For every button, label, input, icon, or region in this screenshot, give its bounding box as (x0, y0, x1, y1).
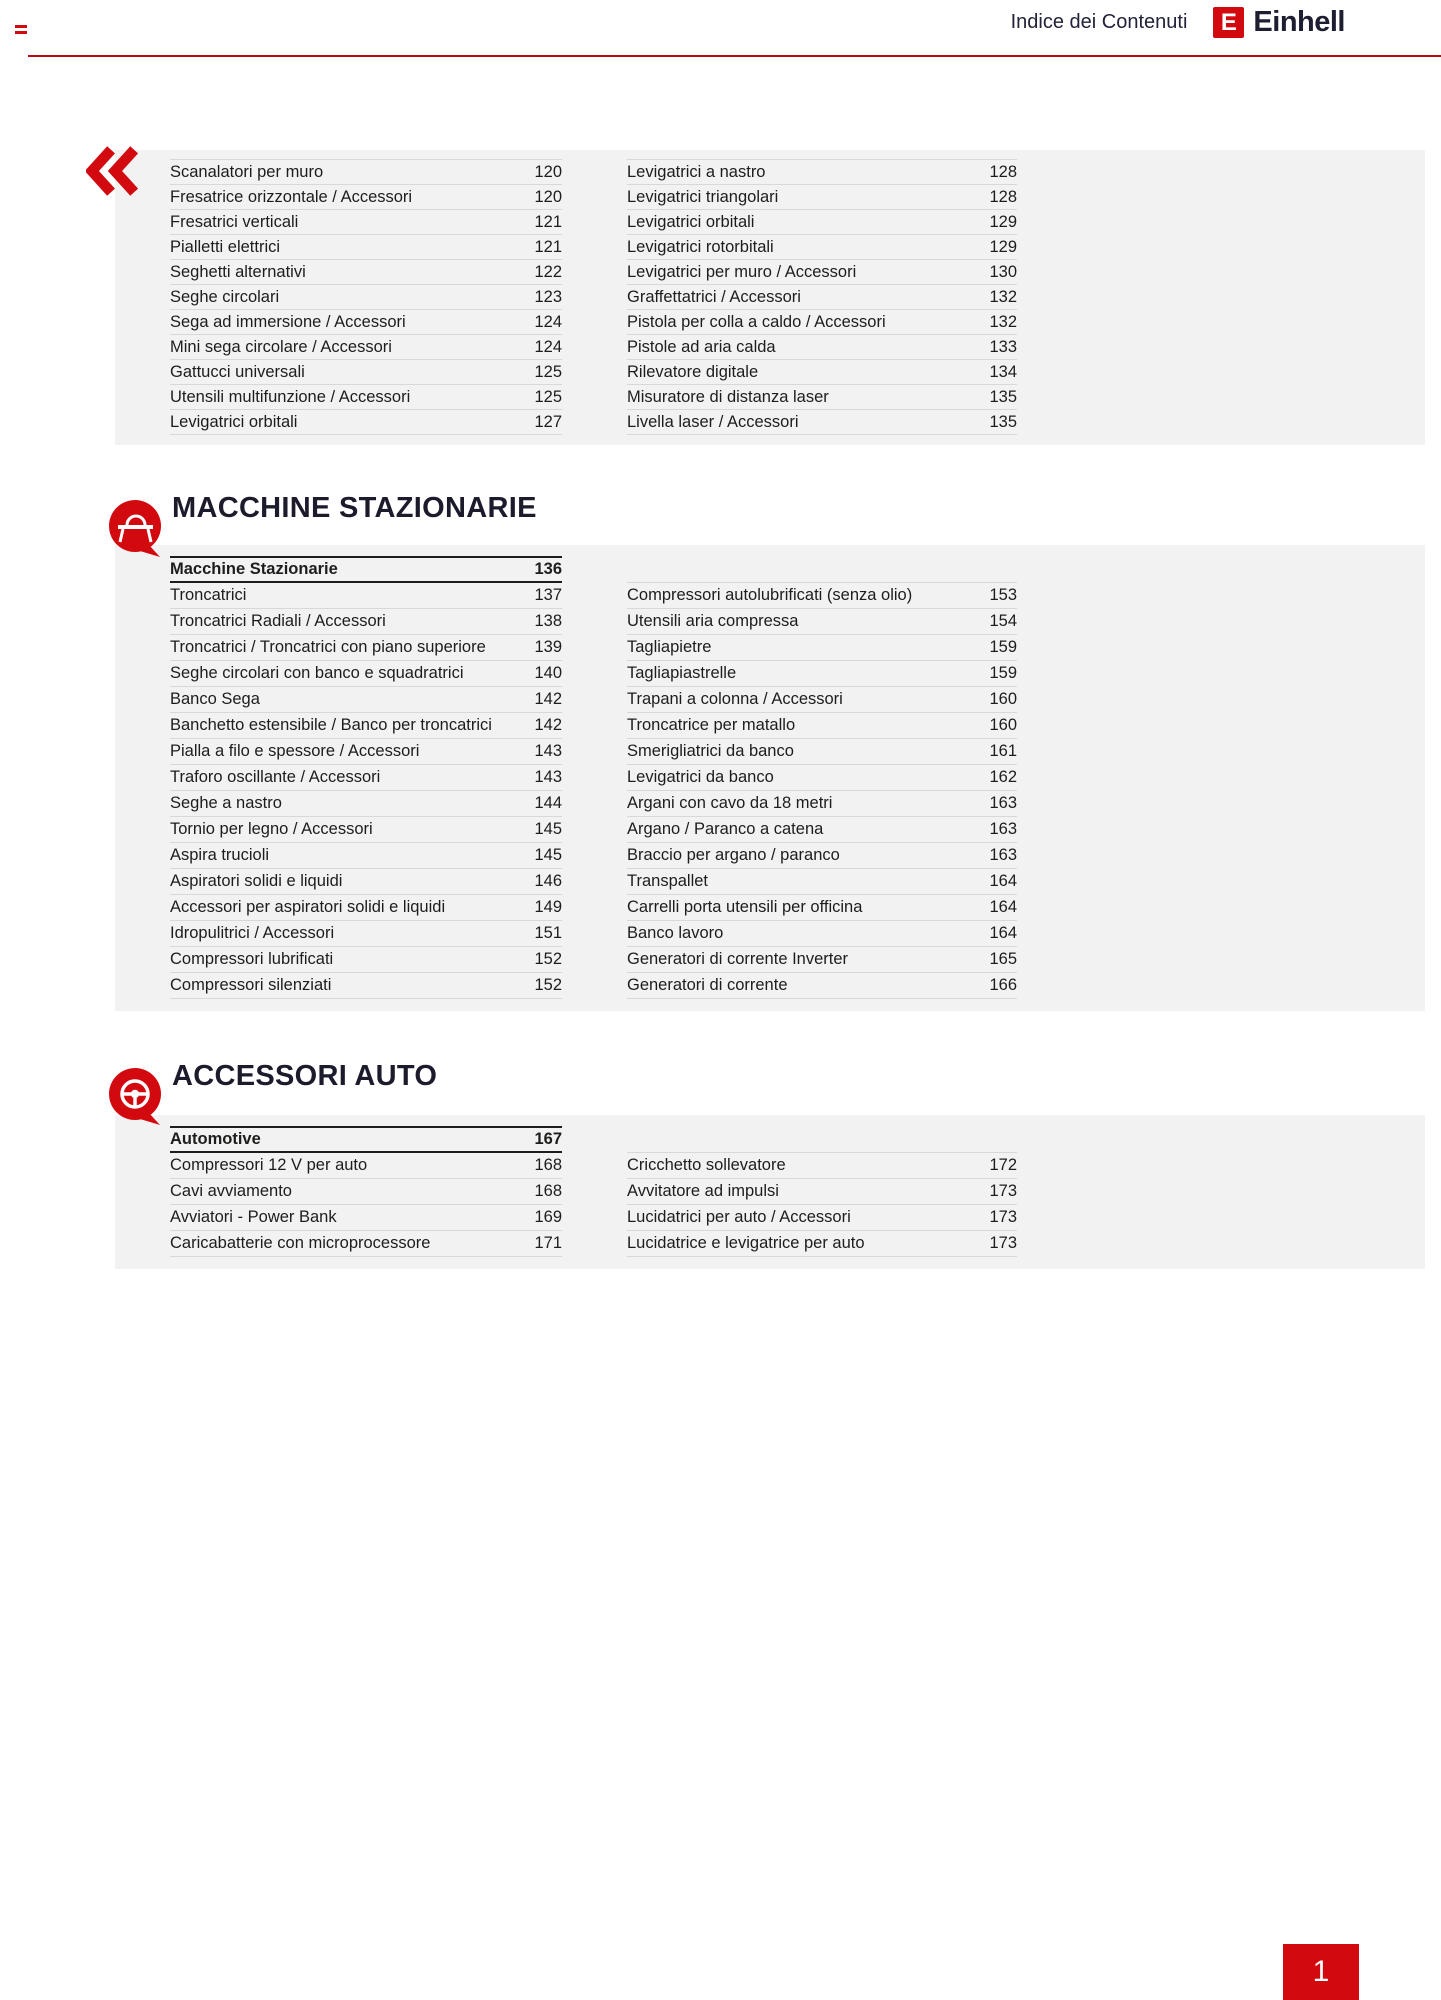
toc-row (627, 713, 1017, 739)
toc-panel-accessori-auto (115, 1115, 1425, 1269)
toc-item-label: Levigatrici rotorbitali (627, 237, 774, 256)
toc-item-label: Misuratore di distanza laser (627, 387, 829, 406)
toc-item-page: 171 (534, 1234, 562, 1253)
toc-item-label: Seghe circolari (170, 287, 280, 306)
toc-row (170, 1153, 562, 1179)
toc-item-label: Pialla a filo e spessore / Accessori (170, 742, 420, 761)
toc-item-label: Scanalatori per muro (170, 162, 324, 181)
toc-item-page: 140 (534, 664, 562, 683)
toc-column-header (170, 1126, 562, 1153)
toc-row (627, 285, 1017, 310)
toc-row (627, 687, 1017, 713)
toc-item-label: Cavi avviamento (170, 1182, 292, 1201)
toc-row (170, 869, 562, 895)
fold-mark-bar (15, 25, 27, 28)
toc-row (627, 360, 1017, 385)
toc-item-page: 160 (989, 690, 1017, 709)
header-divider (28, 55, 1441, 57)
toc-item-page: 161 (989, 742, 1017, 761)
toc-item-page: 135 (989, 387, 1017, 406)
toc-row (170, 235, 562, 260)
toc-item-label: Gattucci universali (170, 362, 305, 381)
einhell-logo-wordmark: Einhell (1253, 6, 1345, 38)
toc-item-label: Argano / Paranco a catena (627, 820, 824, 839)
toc-item-page: 145 (534, 846, 562, 865)
toc-item-page: 135 (989, 412, 1017, 431)
toc-item-page: 163 (989, 794, 1017, 813)
toc-panel-tools-continued (115, 150, 1425, 445)
toc-row (627, 185, 1017, 210)
toc-item-page: 169 (534, 1208, 562, 1227)
toc-row (170, 1231, 562, 1257)
toc-item-label: Aspira trucioli (170, 846, 270, 865)
einhell-logo (1213, 6, 1345, 39)
toc-row (170, 583, 562, 609)
steering-wheel-icon (107, 1067, 165, 1125)
toc-item-page: 134 (989, 362, 1017, 381)
toc-row (627, 1153, 1017, 1179)
toc-item-page: 123 (534, 287, 562, 306)
toc-column-header (170, 556, 562, 583)
toc-item-label: Graffettatrici / Accessori (627, 287, 801, 306)
toc-item-label: Mini sega circolare / Accessori (170, 337, 392, 356)
toc-row (170, 385, 562, 410)
toc-item-page: 146 (534, 872, 562, 891)
toc-row (627, 817, 1017, 843)
toc-item-label: Banco Sega (170, 690, 260, 709)
toc-item-label: Troncatrici / Troncatrici con piano superiore (170, 638, 486, 657)
toc-item-label: Compressori lubrificati (170, 950, 334, 969)
toc-item-label: Carrelli porta utensili per officina (627, 898, 863, 917)
toc-row (170, 1205, 562, 1231)
toc-item-label: Seghe circolari con banco e squadratrici (170, 664, 464, 683)
toc-column-right (627, 159, 1017, 435)
toc-item-page: 137 (534, 586, 562, 605)
toc-row (627, 260, 1017, 285)
toc-item-page: 149 (534, 898, 562, 917)
toc-item-page: 138 (534, 612, 562, 631)
toc-item-page: 159 (989, 638, 1017, 657)
toc-row (170, 335, 562, 360)
toc-item-label: Fresatrice orizzontale / Accessori (170, 187, 413, 206)
toc-row (627, 947, 1017, 973)
toc-item-label: Aspiratori solidi e liquidi (170, 872, 343, 891)
toc-list (627, 582, 1017, 999)
fold-mark-icon (15, 25, 27, 37)
toc-item-page: 129 (989, 212, 1017, 231)
toc-item-label: Utensili multifunzione / Accessori (170, 387, 411, 406)
toc-item-label: Levigatrici orbitali (627, 212, 755, 231)
toc-item-page: 173 (989, 1234, 1017, 1253)
toc-row (627, 765, 1017, 791)
toc-item-page: 120 (534, 162, 562, 181)
toc-item-page: 163 (989, 820, 1017, 839)
fold-mark-bar (15, 31, 27, 34)
toc-item-page: 153 (989, 586, 1017, 605)
toc-item-label: Transpallet (627, 872, 709, 891)
toc-item-page: 160 (989, 716, 1017, 735)
toc-item-page: 173 (989, 1208, 1017, 1227)
section-title-macchine-stazionarie: MACCHINE STAZIONARIE (172, 492, 537, 524)
toc-item-label: Levigatrici orbitali (170, 412, 298, 431)
toc-list (627, 1152, 1017, 1257)
toc-item-label: Banco lavoro (627, 924, 724, 943)
toc-row (627, 1179, 1017, 1205)
header-right (1011, 6, 1345, 39)
toc-column-right (627, 582, 1017, 999)
toc-item-page: 164 (989, 924, 1017, 943)
toc-item-label: Troncatrici (170, 586, 247, 605)
toc-item-page: 120 (534, 187, 562, 206)
toc-item-page: 172 (989, 1156, 1017, 1175)
toc-item-label: Cricchetto sollevatore (627, 1156, 786, 1175)
toc-item-label: Argani con cavo da 18 metri (627, 794, 833, 813)
toc-row (627, 1231, 1017, 1257)
toc-item-page: 124 (534, 312, 562, 331)
toc-item-page: 152 (534, 976, 562, 995)
toc-item-page: 154 (989, 612, 1017, 631)
toc-item-label: Pistola per colla a caldo / Accessori (627, 312, 886, 331)
toc-item-label: Sega ad immersione / Accessori (170, 312, 406, 331)
toc-row (170, 635, 562, 661)
toc-item-page: 124 (534, 337, 562, 356)
toc-row (627, 235, 1017, 260)
toc-item-label: Compressori 12 V per auto (170, 1156, 368, 1175)
toc-item-page: 139 (534, 638, 562, 657)
toc-item-label: Compressori autolubrificati (senza olio) (627, 586, 913, 605)
toc-item-page: 125 (534, 362, 562, 381)
toc-row (170, 260, 562, 285)
toc-row (627, 410, 1017, 435)
toc-row (627, 973, 1017, 999)
toc-item-label: Pialletti elettrici (170, 237, 281, 256)
toc-item-label: Rilevatore digitale (627, 362, 759, 381)
toc-row (170, 185, 562, 210)
toc-item-page: 173 (989, 1182, 1017, 1201)
toc-item-page: 144 (534, 794, 562, 813)
toc-row (627, 583, 1017, 609)
toc-row (170, 285, 562, 310)
toc-item-page: 142 (534, 690, 562, 709)
toc-row (170, 973, 562, 999)
toc-item-label: Generatori di corrente Inverter (627, 950, 849, 969)
toc-row (170, 609, 562, 635)
toc-row (170, 895, 562, 921)
toc-item-label: Lucidatrice e levigatrice per auto (627, 1234, 865, 1253)
toc-row (170, 921, 562, 947)
toc-row (627, 739, 1017, 765)
toc-item-label: Troncatrice per matallo (627, 716, 796, 735)
toc-row (170, 765, 562, 791)
toc-list (170, 583, 562, 999)
toc-item-label: Levigatrici triangolari (627, 187, 779, 206)
toc-row (170, 310, 562, 335)
toc-row (627, 895, 1017, 921)
toc-item-page: 121 (534, 212, 562, 231)
toc-column-left (170, 556, 562, 999)
toc-item-label: Trapani a colonna / Accessori (627, 690, 843, 709)
double-chevron-left-icon (86, 146, 140, 196)
toc-item-label: Lucidatrici per auto / Accessori (627, 1208, 851, 1227)
toc-item-page: 128 (989, 187, 1017, 206)
toc-item-label: Livella laser / Accessori (627, 412, 799, 431)
toc-item-page: 143 (534, 768, 562, 787)
toc-item-label: Utensili aria compressa (627, 612, 799, 631)
toc-item-label: Levigatrici da banco (627, 768, 774, 787)
toc-header-page: 136 (534, 560, 562, 578)
einhell-logo-mark (1213, 7, 1244, 38)
page-number: 1 (1312, 1955, 1330, 1988)
toc-item-page: 152 (534, 950, 562, 969)
toc-item-page: 164 (989, 898, 1017, 917)
toc-row (627, 160, 1017, 185)
toc-row (170, 739, 562, 765)
toc-row (627, 310, 1017, 335)
toc-row (170, 817, 562, 843)
toc-row (627, 210, 1017, 235)
toc-item-page: 165 (989, 950, 1017, 969)
toc-item-page: 164 (989, 872, 1017, 891)
toc-item-label: Accessori per aspiratori solidi e liquidi (170, 898, 446, 917)
toc-item-page: 168 (534, 1182, 562, 1201)
toc-row (170, 210, 562, 235)
toc-column-right (627, 1152, 1017, 1257)
toc-item-page: 132 (989, 312, 1017, 331)
toc-item-label: Tagliapiastrelle (627, 664, 737, 683)
toc-item-page: 151 (534, 924, 562, 943)
toc-row (170, 410, 562, 435)
toc-list (170, 159, 562, 435)
toc-column-left (170, 159, 562, 435)
toc-row (170, 947, 562, 973)
toc-row (627, 635, 1017, 661)
toc-item-page: 163 (989, 846, 1017, 865)
toc-item-label: Traforo oscillante / Accessori (170, 768, 381, 787)
toc-item-page: 159 (989, 664, 1017, 683)
toc-item-page: 145 (534, 820, 562, 839)
toc-row (170, 360, 562, 385)
toc-item-page: 122 (534, 262, 562, 281)
toc-row (170, 661, 562, 687)
toc-item-page: 166 (989, 976, 1017, 995)
toc-item-page: 129 (989, 237, 1017, 256)
toc-row (627, 609, 1017, 635)
toc-item-page: 125 (534, 387, 562, 406)
toc-item-label: Avvitatore ad impulsi (627, 1182, 779, 1201)
toc-header-label: Automotive (170, 1130, 261, 1148)
toc-item-label: Banchetto estensibile / Banco per troncatrici (170, 716, 492, 735)
toc-item-page: 133 (989, 337, 1017, 356)
section-title-accessori-auto: ACCESSORI AUTO (172, 1060, 438, 1092)
einhell-logo-letter: E (1220, 8, 1237, 36)
toc-item-label: Caricabatterie con microprocessore (170, 1234, 431, 1253)
toc-item-label: Braccio per argano / paranco (627, 846, 840, 865)
toc-item-label: Pistole ad aria calda (627, 337, 776, 356)
toc-item-page: 121 (534, 237, 562, 256)
toc-item-label: Fresatrici verticali (170, 212, 299, 231)
toc-header-page: 167 (534, 1130, 562, 1148)
toc-item-page: 142 (534, 716, 562, 735)
toc-row (170, 1179, 562, 1205)
toc-item-label: Tornio per legno / Accessori (170, 820, 373, 839)
toc-item-label: Compressori silenziati (170, 976, 332, 995)
toc-item-label: Levigatrici per muro / Accessori (627, 262, 857, 281)
toc-row (170, 687, 562, 713)
toc-row (627, 335, 1017, 360)
toc-row (170, 843, 562, 869)
toc-item-page: 132 (989, 287, 1017, 306)
toc-panel-macchine-stazionarie (115, 545, 1425, 1011)
toc-row (170, 713, 562, 739)
toc-row (627, 791, 1017, 817)
toc-item-page: 127 (534, 412, 562, 431)
toc-row (170, 791, 562, 817)
toc-item-label: Seghetti alternativi (170, 262, 306, 281)
page-number-badge (1283, 1944, 1359, 2000)
toc-row (170, 160, 562, 185)
toc-column-left (170, 1126, 562, 1257)
toc-item-label: Avviatori - Power Bank (170, 1208, 337, 1227)
toc-item-label: Troncatrici Radiali / Accessori (170, 612, 386, 631)
toc-item-label: Generatori di corrente (627, 976, 788, 995)
toc-list (170, 1153, 562, 1257)
toc-list (627, 159, 1017, 435)
toc-item-page: 162 (989, 768, 1017, 787)
toc-item-page: 168 (534, 1156, 562, 1175)
toc-item-label: Smerigliatrici da banco (627, 742, 794, 761)
toc-row (627, 843, 1017, 869)
toc-item-label: Idropulitrici / Accessori (170, 924, 335, 943)
toc-item-page: 130 (989, 262, 1017, 281)
toc-item-label: Levigatrici a nastro (627, 162, 766, 181)
toc-row (627, 869, 1017, 895)
toc-row (627, 385, 1017, 410)
toc-item-page: 143 (534, 742, 562, 761)
toc-item-label: Seghe a nastro (170, 794, 282, 813)
toc-header-label: Macchine Stazionarie (170, 560, 338, 578)
toc-row (627, 661, 1017, 687)
table-saw-icon (107, 499, 165, 557)
page-title: Indice dei Contenuti (1010, 11, 1188, 33)
toc-row (627, 1205, 1017, 1231)
toc-item-label: Tagliapietre (627, 638, 712, 657)
toc-row (627, 921, 1017, 947)
toc-item-page: 128 (989, 162, 1017, 181)
